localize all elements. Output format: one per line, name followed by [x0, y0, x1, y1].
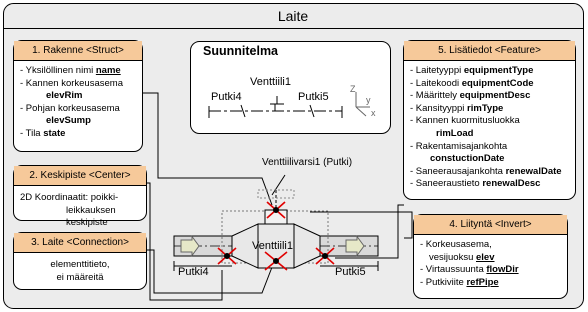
- feature-list: [404, 61, 575, 191]
- section-pipe-left-label: Putki4: [178, 266, 209, 278]
- stem-label: Venttiilivarsi1 (Putki): [262, 157, 353, 168]
- feature-item: - Laitekoodi equipmentCode: [410, 77, 534, 89]
- struct-item: - Yksilöllinen nimi name: [20, 65, 121, 76]
- connection-text: elementtitieto, ei määreitä: [50, 259, 110, 283]
- center-box: [13, 165, 147, 229]
- marker-right-dot: [322, 253, 328, 259]
- feature-item: - Saneerausajankohta renewalDate: [410, 165, 562, 177]
- feature-item: - Kannen kuormitusluokka rimLoad: [410, 115, 520, 139]
- center-header: 2. Keskipiste <Center>: [14, 166, 146, 186]
- invert-item: - Korkeusasema, vesijuoksu elev: [420, 239, 495, 263]
- section-valve-label: Venttiili1: [252, 240, 293, 252]
- feature-item: - Kansityyppi rimType: [410, 102, 504, 114]
- plan-valve-label: Venttiili1: [250, 76, 291, 88]
- feature-item: - Saneeraustieto renewalDesc: [410, 178, 541, 190]
- struct-header: 1. Rakenne <Struct>: [14, 41, 142, 61]
- marker-center-dot: [273, 258, 279, 264]
- axis-z-label: Z: [350, 84, 356, 94]
- invert-item: - Virtaussuunta flowDir: [420, 264, 519, 276]
- invert-list: [414, 235, 567, 289]
- connection-header: 3. Laite <Connection>: [14, 233, 146, 253]
- connection-box: [13, 232, 147, 290]
- plan-pipe-right-label: Putki5: [298, 91, 329, 103]
- feature-box: [403, 40, 576, 200]
- feature-item: - Määrittely equipmentDesc: [410, 90, 531, 102]
- feature-item: - Rakentamisajankohta constuctionDate: [410, 140, 508, 165]
- struct-item: - Pohjan korkeusasema elevSump: [20, 102, 120, 127]
- axis-y-label: y: [366, 95, 371, 105]
- feature-header: 5. Lisätiedot <Feature>: [404, 41, 575, 61]
- invert-header: 4. Liityntä <Invert>: [414, 215, 567, 235]
- marker-left-dot: [224, 253, 230, 259]
- struct-list: [14, 61, 142, 141]
- feature-item: - Laitetyyppi equipmentType: [410, 65, 534, 76]
- plan-pipe-left-label: Putki4: [211, 91, 242, 103]
- struct-item: - Kannen korkeusasema elevRim: [20, 77, 123, 102]
- page-title: Laite: [277, 8, 309, 24]
- section-pipe-right-label: Putki5: [335, 266, 366, 278]
- invert-box: [413, 214, 568, 299]
- struct-item: - Tila state: [20, 127, 66, 139]
- invert-item: - Putkiviite refPipe: [420, 276, 499, 288]
- plan-title: Suunnitelma: [203, 44, 279, 58]
- center-text: 2D Koordinaatit: poikki- leikkauksen keskipiste: [20, 192, 119, 229]
- marker-stem-dot: [273, 207, 279, 213]
- struct-box: [13, 40, 143, 152]
- axis-x-label: x: [371, 108, 376, 118]
